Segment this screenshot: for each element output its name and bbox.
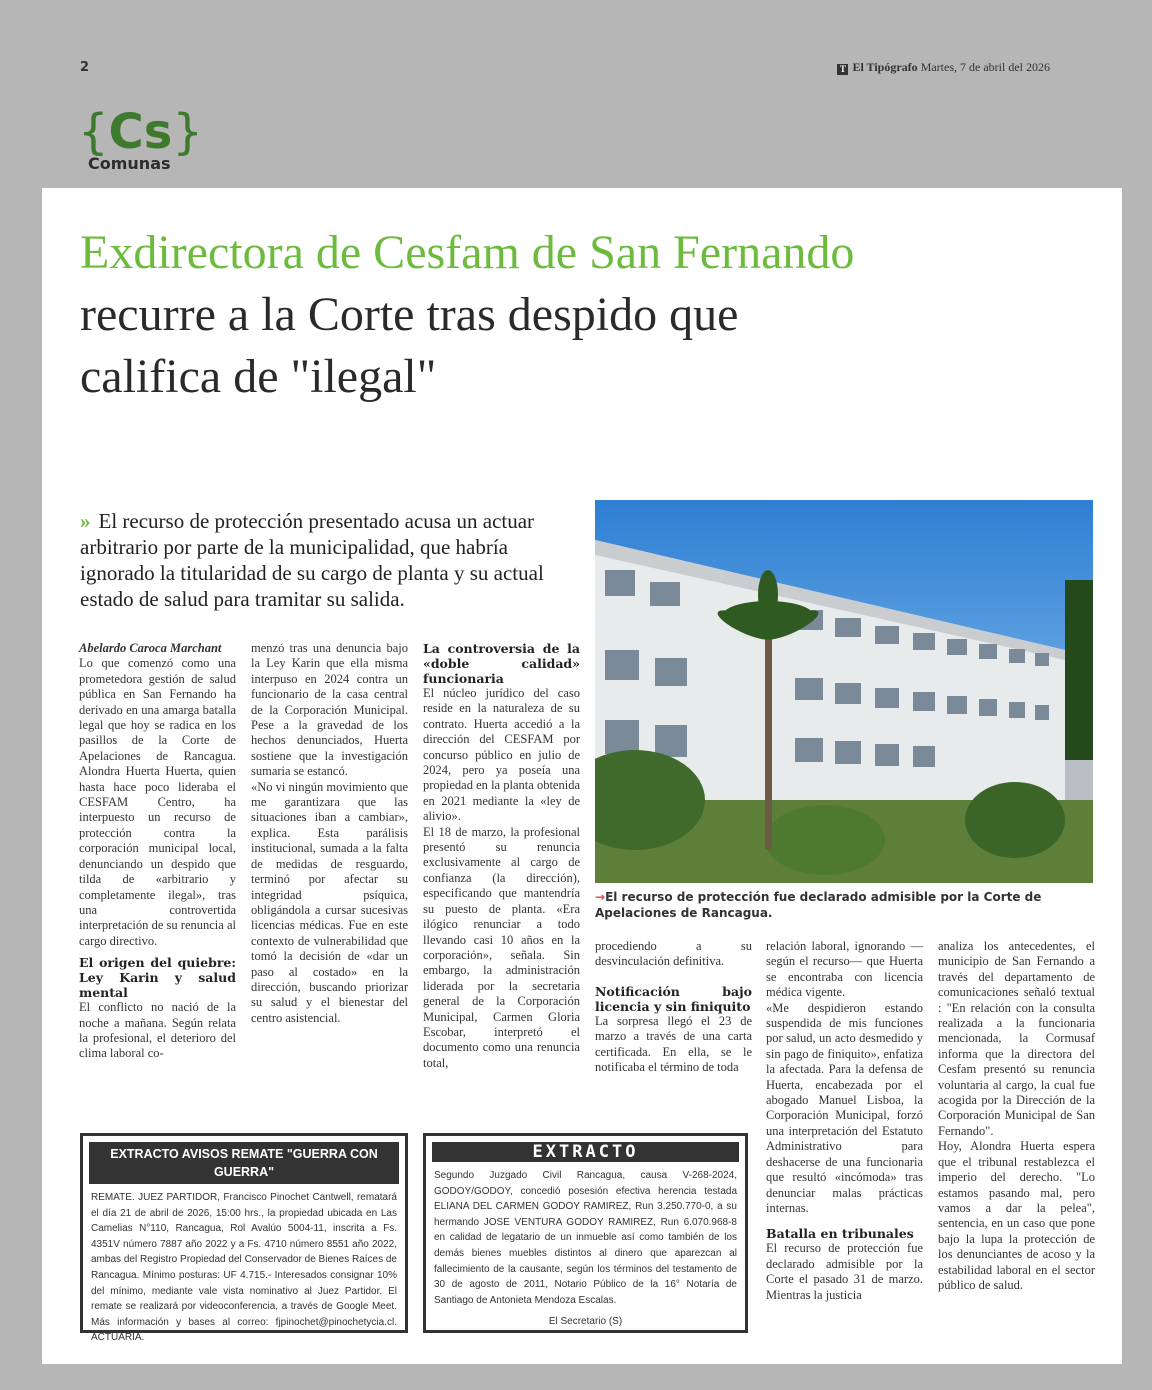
headline <box>80 222 1080 408</box>
lede <box>80 508 580 612</box>
paragraph: Lo que comenzó como una prometedora gestión de salud pública en San Fernando ha derivado en una amarga batalla legal que hoy se radica en los pasillos de la Corte de Apelaciones de Rancagua. Alondra Huerta Huerta, quien hasta hace poco lideraba el CESFAM Centro, ha interpuesto un recurso de protección contra la corporación municipal local, denunciando un despido que tilda de «arbitrario y completamente ilegal», tras una controvertida interpretación de su renuncia al cargo directivo. <box>79 656 236 948</box>
paragraph: menzó tras una denuncia bajo la Ley Karin que ella misma interpuso en 2024 contra un funcionario de la casa central de la Corporación Municipal. Pese a la gravedad de los hechos denunciados, Huerta sostiene que la investigación sumaria se estancó. <box>251 641 408 779</box>
brace-open: { <box>78 104 109 160</box>
article-column-3 <box>423 641 580 1071</box>
masthead <box>837 60 1050 75</box>
article-column-2 <box>251 641 408 1026</box>
paragraph: analiza los antecedentes, el municipio de San Fernando a través del departamento de comunicaciones señaló textual : "En relación con la consulta realizada a la funcionaria mencionada, la Cormusaf informa que la directora del Cesfam presentó su renuncia voluntaria al cargo, la cual fue acogida por la Dirección de la Corporación Municipal de San Fernando". <box>938 939 1095 1138</box>
article-column-4 <box>595 939 752 1075</box>
paragraph: El conflicto no nació de la noche a mañana. Según relata la profesional, el deterioro del clima laboral co- <box>79 1000 236 1061</box>
subheading: El origen del quiebre: Ley Karin y salud mental <box>79 955 236 1001</box>
building-photo-illustration <box>595 500 1093 883</box>
photo-caption <box>595 889 1095 921</box>
headline-line-1: recurre a la Corte tras despido que <box>80 288 739 341</box>
paragraph: El núcleo jurídico del caso reside en la naturaleza de su contrato. Huerta accedió a la dirección del CESFAM por concurso público en julio de 2024, pero ya poseía una propiedad en la planta obtenida en 2021 mediante la «ley de alivio». <box>423 686 580 824</box>
remate-notice-body: REMATE. JUEZ PARTIDOR, Francisco Pinochet Cantwell, rematará el día 21 de abril de 2026, 15:00 hrs., la propiedad ubicada en Las Camelias N°110, Rancagua, Rol Avalúo 5004-11, inscrita a Fs. 4351V número 7887 año 2022 y a Fs. 4710 número 8551 año 2022, ambas del Registro Propiedad del Conservador de Bienes Raíces de Rancagua. Mínimo posturas: UF 4.715.- Interesados consignar 10% del mínimo, mediante vale vista nominativo al Juez Partidor. El remate se realizará por videoconferencia, a través de Google Meet. Más información y bases al correo: fjpinochet@pinochetycia.cl. ACTUARIA. <box>91 1192 397 1344</box>
paragraph: «Me despidieron estando suspendida de mis funciones por salud, un acto desmedido y sin pago de finiquito», enfatiza la afectada. Para la defensa de Huerta, encabezada por el abogado Manuel Lisboa, la Corporación Municipal, forzó una interpretación del Estatuto Administrativo para deshacerse de una funcionaria que resultó «incómoda» tras denunciar malas prácticas internas. <box>766 1000 923 1215</box>
headline-line-2: califica de "ilegal" <box>80 350 437 403</box>
extracto-signature: El Secretario (S) <box>548 1316 623 1328</box>
byline: Abelardo Caroca Marchant <box>79 641 222 655</box>
paragraph: procediendo a su desvinculación definitiva. <box>595 939 752 969</box>
newspaper-logo-icon: T <box>837 64 848 75</box>
paragraph: La sorpresa llegó el 23 de marzo a través de una carta certificada. En ella, se le notificaba el término de toda <box>595 1013 752 1075</box>
issue-date: Martes, 7 de abril del 2026 <box>920 60 1050 74</box>
paragraph: El 18 de marzo, la profesional presentó su renuncia exclusivamente al cargo de confianza (la dirección), especificando que mantendría su puesto de planta. «Era ilógico renunciar a todo llevando casi 10 años en la corporación», señala. Sin embargo, la administración liderada por la secretaria general de la Corporación Municipal, Carmen Gloria Escobar, interpretó el documento como una renuncia total, <box>423 824 580 1070</box>
brace-close: } <box>172 104 203 160</box>
subheading: Notificación bajo licencia y sin finiquito <box>595 983 752 1014</box>
section-name: Comunas <box>88 154 171 173</box>
brand-name: El Tipógrafo <box>852 60 918 74</box>
extracto-notice-text: Segundo Juzgado Civil Rancagua, causa V-268-2024, GODOY/GODOY, concedió posesión efectiva herencia testada ELIANA DEL CARMEN GODOY RAMIREZ, Run 3.250.770-0, a su hermando JOSE VENTURA GODOY RAMIREZ, Run 6.070.968-8 en calidad de legatario de un inmueble así como también de los demás bienes muebles distintos al dinero que aparezcan al fallecimiento de la causante, según los términos del testamento de 30 de agosto de 2011, Notario Público de la 16° Notaría de Santiago de Antonieta Mendoza Escalas. <box>434 1170 737 1306</box>
article-column-6 <box>938 939 1095 1293</box>
caption-text: El recurso de protección fue declarado admisible por la Corte de Apelaciones de Rancagua. <box>595 890 1042 920</box>
extracto-notice-body <box>426 1168 745 1334</box>
section-logo <box>78 104 203 173</box>
paragraph: Hoy, Alondra Huerta espera que el tribunal restablezca el imperio del derecho. "Lo estamos pasando mal, pero vamos a dar la pelea", sentencia, en un caso que pone bajo la lupa la protección de los denunciantes de acoso y la estabilidad laboral en el sector público de salud. <box>938 1139 1095 1292</box>
article-column-5 <box>766 939 923 1303</box>
lede-marker-icon: » <box>80 509 91 533</box>
caption-arrow-icon: → <box>595 890 606 904</box>
subheading: Batalla en tribunales <box>766 1226 914 1242</box>
paragraph: El recurso de protección fue declarado admisible por la Corte el pasado 31 de marzo. Mientras la justicia <box>766 1241 923 1302</box>
subheading: La controversia de la «doble calidad» funcionaria <box>423 641 580 686</box>
headline-green: Exdirectora de Cesfam de San Fernando <box>80 226 855 279</box>
paragraph: relación laboral, ignorando —según el recurso— que Huerta se encontraba con licencia médica vigente. <box>766 939 923 1000</box>
section-mark <box>78 104 203 160</box>
remate-notice <box>80 1133 408 1344</box>
remate-notice-title: EXTRACTO AVISOS REMATE "GUERRA CON GUERRA" <box>89 1142 399 1184</box>
article-column-1 <box>79 641 236 1062</box>
article-photo <box>595 500 1093 883</box>
section-mark-letters: Cs <box>108 104 173 160</box>
extracto-notice <box>423 1133 748 1333</box>
lede-text: El recurso de protección presentado acusa un actuar arbitrario por parte de la municipalidad, que habría ignorado la titularidad de su cargo de planta y su actual estado de salud para tramitar su salida. <box>80 509 544 611</box>
extracto-notice-title: EXTRACTO <box>432 1142 739 1162</box>
paragraph: «No vi ningún movimiento que me garantizara que las situaciones iban a cambiar», explica. Esta parálisis institucional, sumada a la falta de medidas de resguardo, terminó por afectar su integridad psíquica, obligándola a cursar sucesivas licencias médicas. Fue en este contexto de vulnerabilidad que tomó la decisión de «dar un paso al costado» en la dirección, buscando priorizar su salud y el bienestar del centro asistencial. <box>251 779 408 1025</box>
page-number: 2 <box>80 60 90 75</box>
